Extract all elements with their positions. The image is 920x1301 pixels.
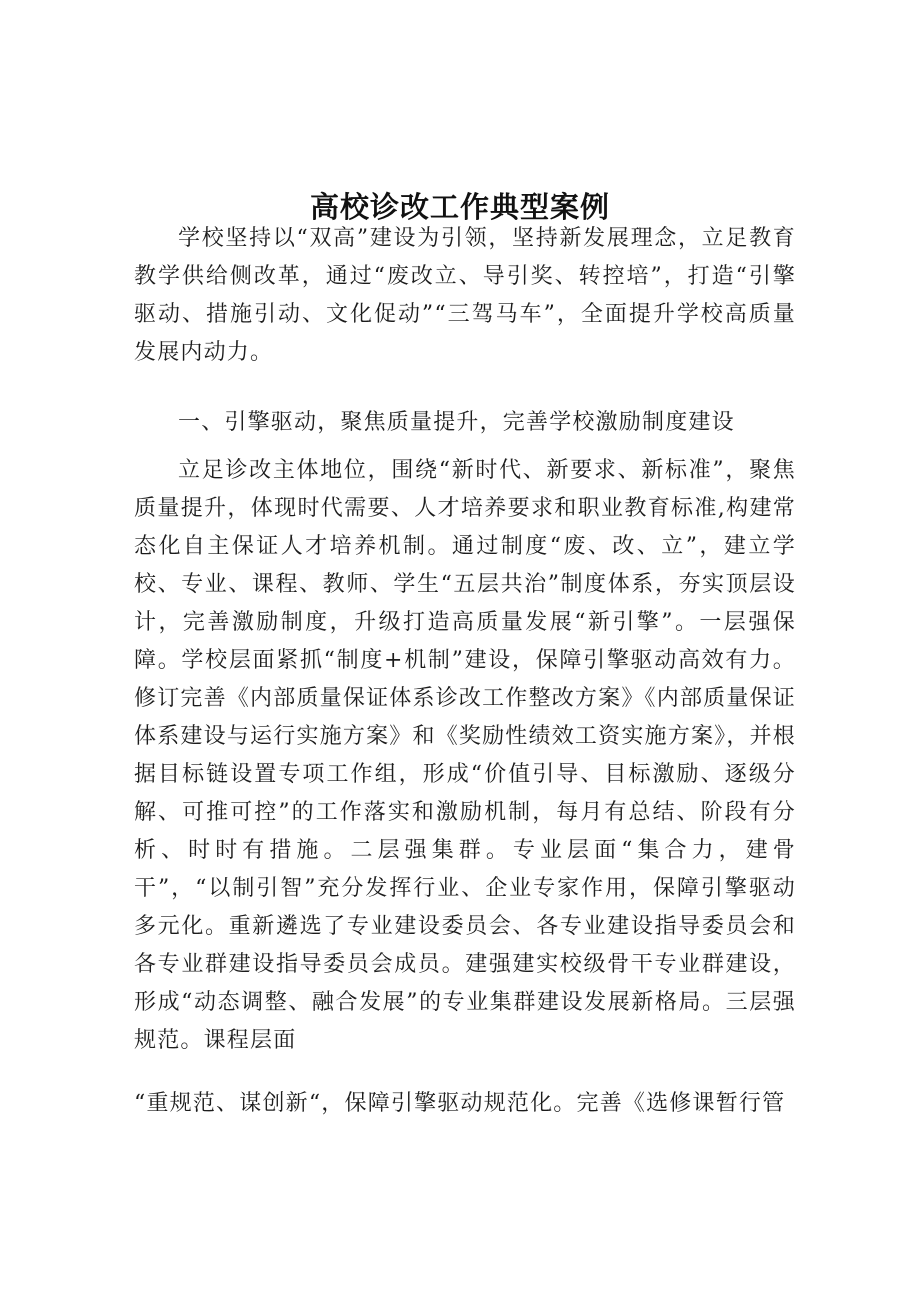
intro-paragraph: 学校坚持以“双高”建设为引领，坚持新发展理念，立足教育教学供给侧改革，通过“废改立、导引奖、转控培”，打造“引擎驱动、措施引动、文化促动”“三驾马车”，全面提升学校高质量发展内动力。 (134, 226, 796, 365)
document-title: 高校诊改工作典型案例 (309, 190, 610, 225)
section-heading: 一、引擎驱动，聚焦质量提升，完善学校激励制度建设 (178, 410, 735, 435)
body-paragraph-continued: “重规范、谋创新“，保障引擎驱动规范化。完善《选修课暂行管 (134, 1091, 786, 1116)
body-paragraph: 立足诊改主体地位，围绕“新时代、新要求、新标准”，聚焦质量提升，体现时代需要、人才培养要求和职业教育标准,构建常态化自主保证人才培养机制。通过制度“废、改、立”，建立学校、专业、课程、教师、学生“五层共治”制度体系，夯实顶层设计，完善激励制度，升级打造高质量发展“新引擎”。一层强保障。学校层面紧抓“制度+机制”建设，保障引擎驱动高效有力。修订完善《内部质量保证体系诊改工作整改方案》《内部质量保证体系建设与运行实施方案》和《奖励性绩效工资实施方案》，并根据目标链设置专项工作组，形成“价值引导、目标激励、逐级分解、可推可控”的工作落实和激励机制，每月有总结、阶段有分析、时时有措施。二层强集群。专业层面“集合力，建骨干”，“以制引智”充分发挥行业、企业专家作用，保障引擎驱动多元化。重新遴选了专业建设委员会、各专业建设指导委员会和各专业群建设指导委员会成员。建强建实校级骨干专业群建设，形成“动态调整、融合发展”的专业集群建设发展新格局。三层强规范。课程层面 (134, 458, 796, 1053)
